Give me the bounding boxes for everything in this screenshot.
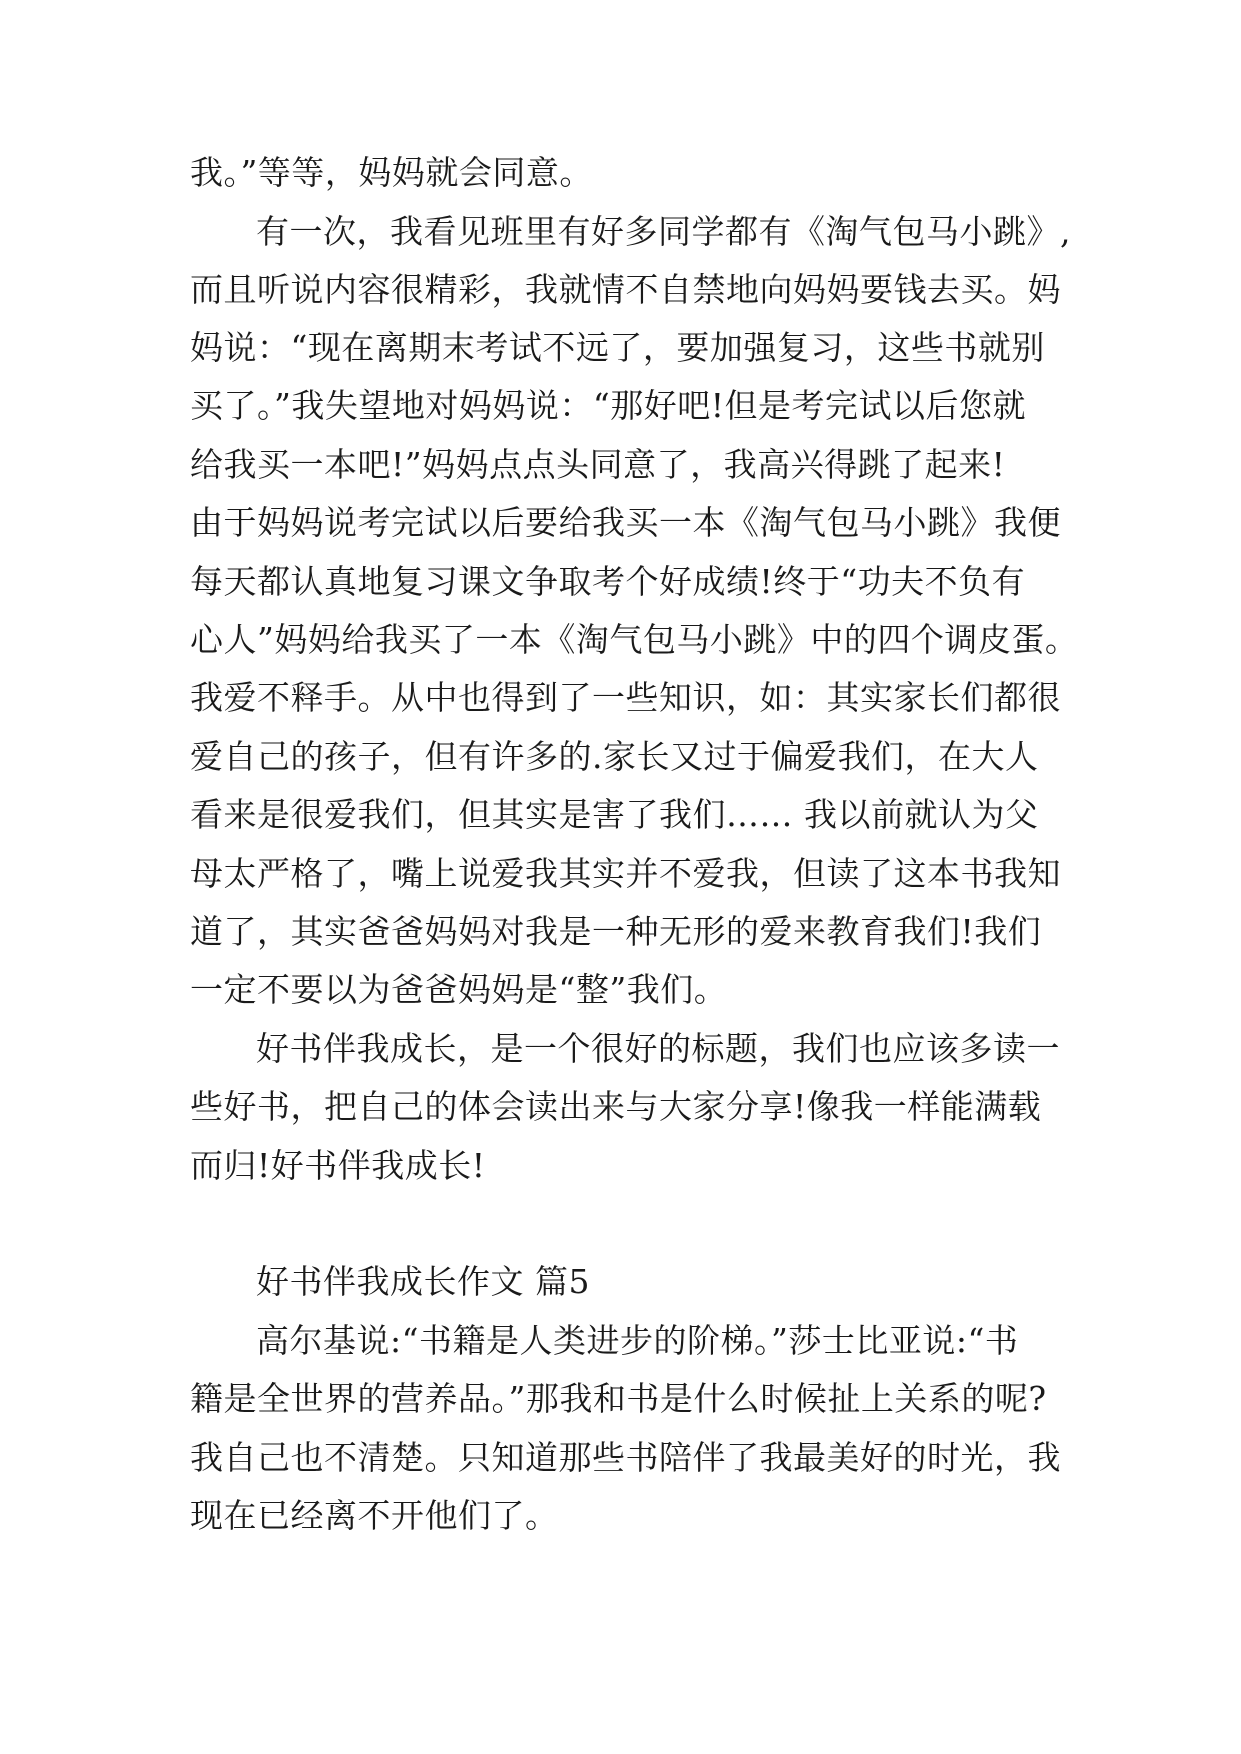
text-line: 由于妈妈说考完试以后要给我买一本《淘气包马小跳》我便: [190, 503, 1061, 542]
text-line: 一定不要以为爸爸妈妈是“整”我们。: [190, 970, 728, 1009]
text-line: 而且听说内容很精彩，我就情不自禁地向妈妈要钱去买。妈: [190, 270, 1061, 309]
text-line: 母太严格了，嘴上说爱我其实并不爱我，但读了这本书我知: [190, 854, 1061, 893]
text-line: 我自己也不清楚。只知道那些书陪伴了我最美好的时光，我: [190, 1438, 1061, 1477]
text-line: 买了。”我失望地对妈妈说：“那好吧!但是考完试以后您就: [190, 386, 1027, 425]
text-line: 道了，其实爸爸妈妈对我是一种无形的爱来教育我们!我们: [190, 912, 1042, 951]
paragraph-start-line: 高尔基说:“书籍是人类进步的阶梯。”莎士比亚说:“书: [256, 1321, 1019, 1360]
text-line: 妈说：“现在离期末考试不远了，要加强复习，这些书就别: [190, 328, 1045, 367]
text-line: 我爱不释手。从中也得到了一些知识，如：其实家长们都很: [190, 678, 1061, 717]
text-line: 心人”妈妈给我买了一本《淘气包马小跳》中的四个调皮蛋。: [190, 620, 1079, 659]
text-line: 每天都认真地复习课文争取考个好成绩!终于“功夫不负有: [190, 562, 1026, 601]
text-line: 而归!好书伴我成长!: [190, 1146, 486, 1185]
text-line: 籍是全世界的营养品。”那我和书是什么时候扯上关系的呢?: [190, 1379, 1047, 1418]
text-line: 给我买一本吧!”妈妈点点头同意了，我高兴得跳了起来!: [190, 445, 1006, 484]
text-line: 现在已经离不开他们了。: [190, 1496, 559, 1535]
text-line: 些好书，把自己的体会读出来与大家分享!像我一样能满载: [190, 1087, 1042, 1126]
paragraph-start-line: 好书伴我成长，是一个很好的标题，我们也应该多读一: [256, 1029, 1060, 1068]
text-line: 我。”等等，妈妈就会同意。: [190, 153, 593, 192]
paragraph-start-line: 有一次，我看见班里有好多同学都有《淘气包马小跳》,: [256, 212, 1071, 251]
text-line: 爱自己的孩子，但有许多的.家长又过于偏爱我们，在大人: [190, 737, 1039, 776]
text-line: 看来是很爱我们，但其实是害了我们…… 我以前就认为父: [190, 795, 1039, 834]
section-heading: 好书伴我成长作文 篇5: [256, 1262, 590, 1301]
